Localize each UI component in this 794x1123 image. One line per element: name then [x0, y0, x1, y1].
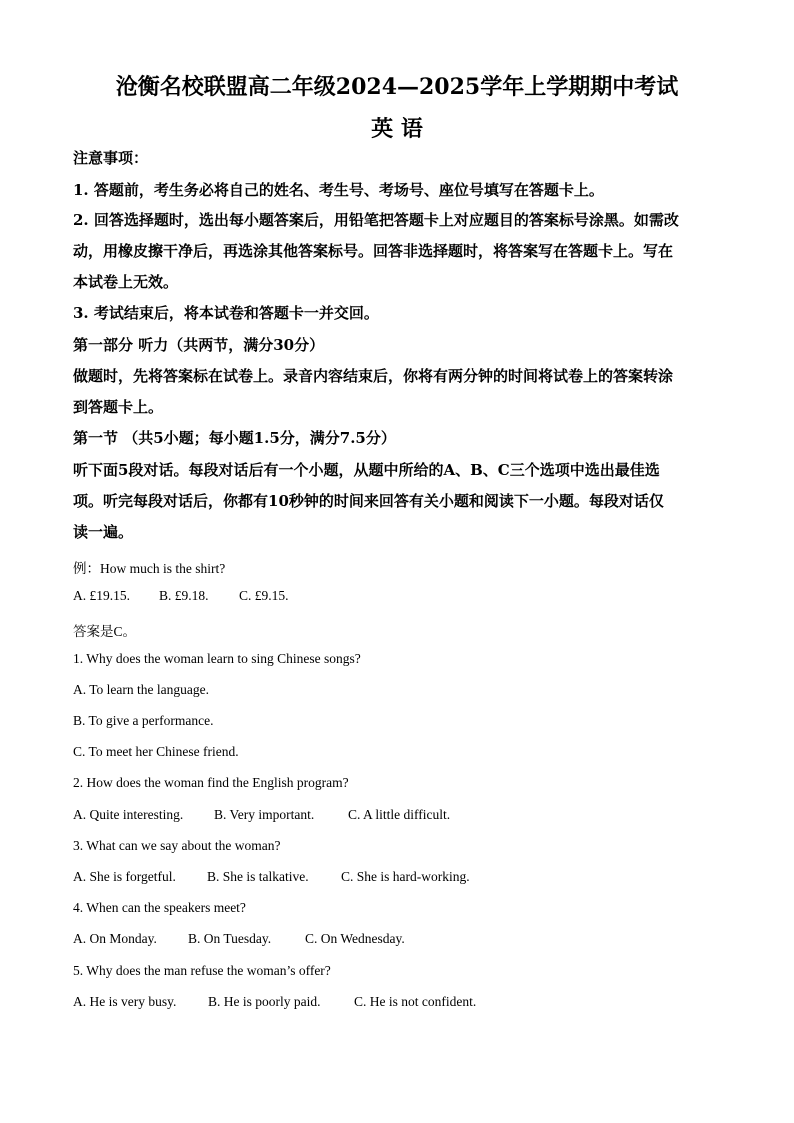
question-3-options: [73, 869, 470, 885]
example-option-b: B. £9.18.: [159, 588, 209, 603]
question-2-option-c: C. A little difficult.: [348, 807, 451, 822]
question-3-option-a: A. She is forgetful.: [73, 869, 176, 884]
example-option-a: A. £19.15.: [73, 588, 130, 603]
question-5-option-c: C. He is not confident.: [354, 994, 477, 1009]
example-question: 例：How much is the shirt?: [73, 561, 226, 576]
note-item-1: 1. 答题前，考生务必将自己的姓名、考生号、考场号、座位号填写在答题卡上。: [73, 181, 604, 199]
note-item-3: 3. 考试结束后，将本试卷和答题卡一并交回。: [73, 304, 379, 322]
question-4-option-c: C. On Wednesday.: [305, 931, 405, 946]
question-5: 5. Why does the man refuse the woman’s offer?: [73, 963, 331, 978]
question-5-option-a: A. He is very busy.: [73, 994, 177, 1009]
question-4-options: [73, 931, 405, 947]
question-4: 4. When can the speakers meet?: [73, 900, 246, 915]
example-option-c: C. £9.15.: [239, 588, 289, 603]
question-1-option-a: A. To learn the language.: [73, 682, 210, 697]
section1-heading: 第一节 （共5小题；每小题1.5分，满分7.5分）: [73, 429, 396, 447]
question-2-options: [73, 807, 450, 823]
part1-intro-line-1: 做题时，先将答案标在试卷上。录音内容结束后，你将有两分钟的时间将试卷上的答案转涂: [73, 367, 674, 385]
exam-title: 沧衡名校联盟高二年级2024—2025学年上学期期中考试: [115, 74, 679, 100]
note-item-2-line-1: 2. 回答选择题时，选出每小题答案后，用铅笔把答题卡上对应题目的答案标号涂黑。如需改: [73, 211, 679, 229]
note-item-2-line-2: 动，用橡皮擦干净后，再选涂其他答案标号。回答非选择题时，将答案写在答题卡上。写在: [73, 242, 674, 260]
example-options: [73, 588, 289, 604]
question-2-option-b: B. Very important.: [214, 807, 315, 822]
part1-intro-line-2: 到答题卡上。: [73, 398, 164, 416]
section1-instructions-line-2: 项。听完每段对话后，你都有10秒钟的时间来回答有关小题和阅读下一小题。每段对话仅: [73, 492, 664, 510]
section1-instructions-line-3: 读一遍。: [73, 523, 134, 541]
question-2: 2. How does the woman find the English program?: [73, 775, 349, 790]
question-1-option-b: B. To give a performance.: [73, 713, 214, 728]
note-item-2-line-3: 本试卷上无效。: [73, 273, 179, 291]
question-5-option-b: B. He is poorly paid.: [208, 994, 321, 1009]
question-1-option-c: C. To meet her Chinese friend.: [73, 744, 239, 759]
question-4-option-b: B. On Tuesday.: [188, 931, 272, 946]
section1-instructions-line-1: 听下面5段对话。每段对话后有一个小题，从题中所给的A、B、C三个选项中选出最佳选: [73, 461, 660, 479]
notes-heading: 注意事项：: [73, 149, 149, 167]
subject-title: 英 语: [371, 116, 423, 142]
question-5-options: [73, 994, 476, 1010]
question-1: 1. Why does the woman learn to sing Chinese songs?: [73, 651, 361, 666]
question-3-option-b: B. She is talkative.: [207, 869, 309, 884]
question-2-option-a: A. Quite interesting.: [73, 807, 184, 822]
question-3-option-c: C. She is hard-working.: [341, 869, 470, 884]
question-3: 3. What can we say about the woman?: [73, 838, 281, 853]
part1-heading: 第一部分 听力（共两节，满分30分）: [73, 336, 325, 354]
example-answer: 答案是C。: [73, 624, 137, 639]
question-4-option-a: A. On Monday.: [73, 931, 157, 946]
